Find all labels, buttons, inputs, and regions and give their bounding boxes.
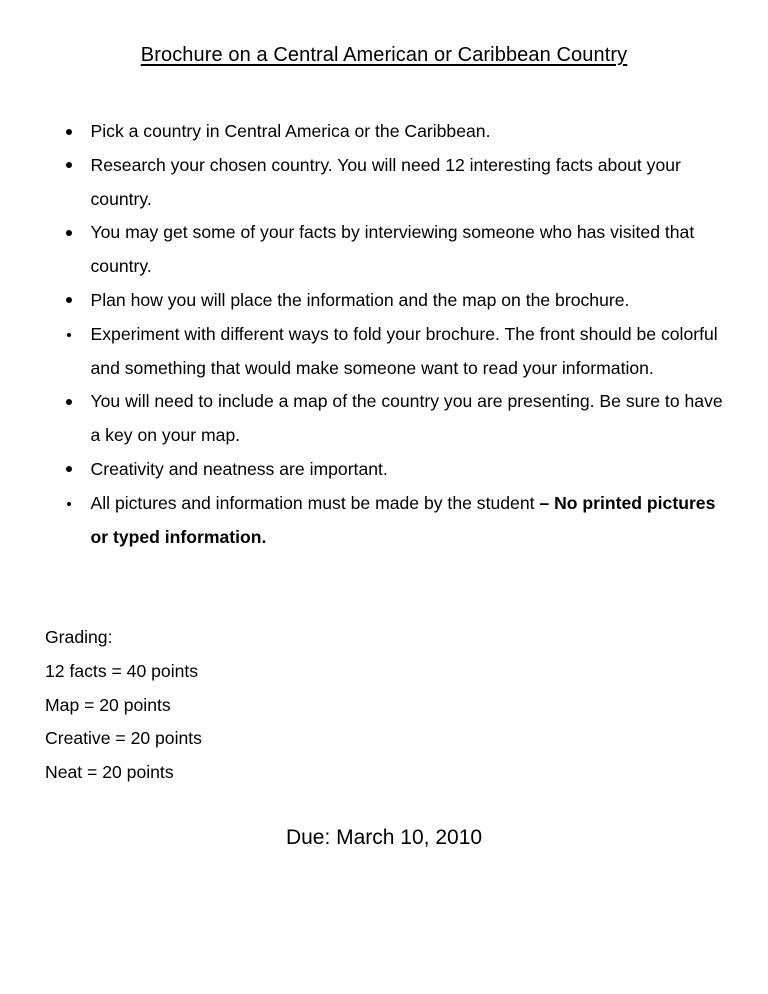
list-item-text: All pictures and information must be made by the student xyxy=(90,492,535,513)
bullet-icon xyxy=(66,466,72,472)
grading-heading: Grading: xyxy=(45,627,113,647)
list-item xyxy=(66,216,736,284)
grading-item: Neat = 20 points xyxy=(45,762,174,783)
bullet-icon xyxy=(66,230,72,236)
bullet-icon xyxy=(66,162,72,168)
grading-item: Creative = 20 points xyxy=(45,728,202,749)
list-item xyxy=(66,284,736,318)
grading-item: 12 facts = 40 points xyxy=(45,660,199,681)
list-item-text: You may get some of your facts by interviewing someone who has visited that country. xyxy=(90,222,695,277)
list-item-text: You will need to include a map of the country you are presenting. Be sure to have a key on your map. xyxy=(90,391,723,446)
list-item-text: Experiment with different ways to fold your brochure. The front should be colorful and something that would make someone want to read your information. xyxy=(90,323,718,378)
due-date: Due: March 10, 2010 xyxy=(285,826,483,849)
list-item xyxy=(66,149,736,217)
bullet-icon xyxy=(66,129,72,135)
list-item-text: Plan how you will place the information and the map on the brochure. xyxy=(90,289,630,310)
list-item xyxy=(66,318,736,386)
bullet-icon xyxy=(66,297,72,303)
bullet-icon xyxy=(66,399,72,405)
document-title: Brochure on a Central American or Caribbean Country xyxy=(140,44,628,66)
list-item-text: Pick a country in Central America or the Caribbean. xyxy=(90,121,491,141)
list-item-text: Creativity and neatness are important. xyxy=(90,458,388,479)
list-item xyxy=(66,385,736,453)
list-item xyxy=(66,487,736,555)
list-item xyxy=(66,453,736,487)
bullet-icon xyxy=(67,333,71,337)
instructions-list xyxy=(66,115,736,554)
list-item-text: Research your chosen country. You will need 12 interesting facts about your country. xyxy=(90,154,681,209)
grading-item: Map = 20 points xyxy=(45,694,171,715)
list-item xyxy=(66,115,736,149)
bullet-icon xyxy=(67,502,71,506)
grading-section xyxy=(45,621,202,790)
list-item-emphasis: – No printed pictures or typed information. xyxy=(90,492,716,547)
